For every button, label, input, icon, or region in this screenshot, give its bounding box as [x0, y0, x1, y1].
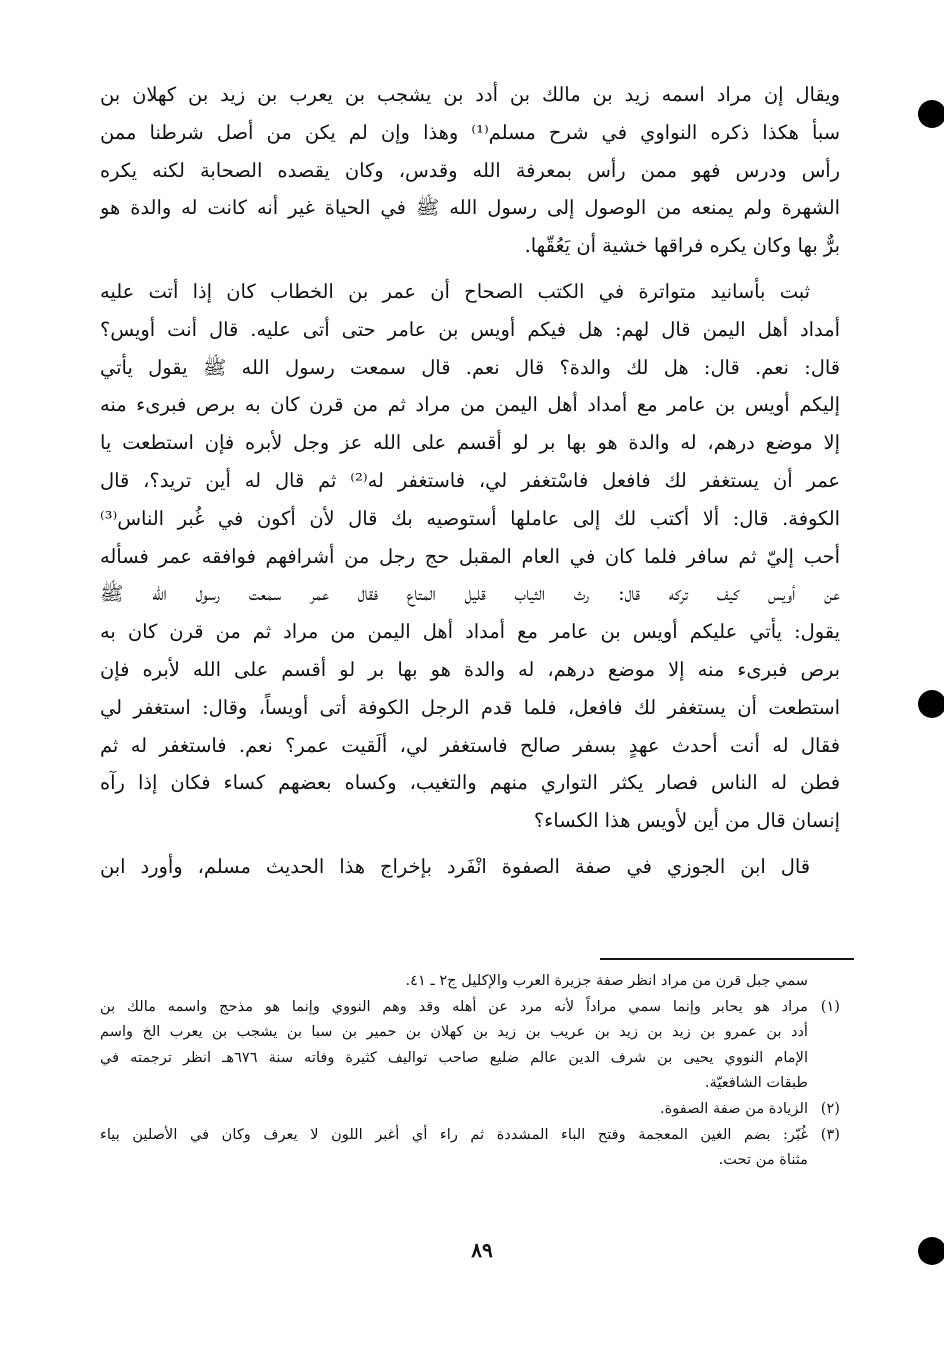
footnote-1 [100, 994, 840, 1096]
text-line: أمداد أهل اليمن قال لهم: هل فيكم أويس بن عامر حتى أتى عليه. قال أنت أويس؟ [100, 317, 840, 341]
text-line: عن أويس كيف تركه قال: رث الثياب قليل المتاع فقال عمر سمعت رسول الله ﷺ [100, 582, 840, 606]
paragraph-1 [100, 76, 840, 265]
page-number: ٨٩ [471, 1238, 493, 1262]
paragraph-2 [100, 273, 840, 840]
text-line: فقال له أنت أحدث عهدٍ بسفر صالح فاستغفر لي، ألَقيت عمر؟ نعم. فاستغفر له ثم [100, 733, 840, 757]
text-line: أحب إليّ ثم سافر فلما كان في العام المقبل حج رجل من أشرافهم فوافقه عمر فسأله [100, 544, 840, 568]
text-line: الكوفة. قال: ألا أكتب لك إلى عاملها أستوصيه بك قال لأن أكون في غُبر الناس⁽³⁾ [100, 506, 840, 530]
text-line: قال ابن الجوزي في صفة الصفوة انْفَرد بإخراج هذا الحديث مسلم، وأورد ابن [100, 854, 810, 878]
footnote-line: مثناة من تحت. [718, 1151, 808, 1169]
footnote-line: سمي جبل قرن من مراد انظر صفة جزيرة العرب والإكليل ج٢ ـ ٤١. [405, 972, 808, 989]
footnote-line: الإمام النووي يحيى بن شرف الدين عالم ضليع صاحب تواليف كثيرة وفاته سنة ٦٧٦هـ انظر ترجمته في [100, 1048, 808, 1066]
footnotes [100, 968, 840, 1173]
text-line: سبأ هكذا ذكره النواوي في شرح مسلم⁽¹⁾ وهذا وإن لم يكن من أصل شرطنا ممن [100, 120, 840, 144]
text-line: عمر أن يستغفر لك فافعل فاسْتغفر لي، فاستغفر له⁽²⁾ ثم قال له أين تريد؟، قال [100, 468, 840, 492]
footnote-number: (١) [820, 997, 840, 1015]
footnote-line: غُبّر: بضم الغين المعجمة وفتح الباء المشددة ثم راء أي أغبر اللون لا يعرف وكان في الأصلين بياء [100, 1125, 808, 1143]
text-line: فطن له الناس فصار يكثر التواري منهم والتغيب، وكساه بعضهم كساء فكان إذا رآه [100, 771, 840, 795]
footnote-line: طبقات الشافعيّة. [704, 1074, 808, 1092]
text-line: الشهرة ولم يمنعه من الوصول إلى رسول الله ﷺ في الحياة غير أنه كانت له والدة هو [100, 196, 840, 220]
text-line: إنسان قال من أين لأويس هذا الكساء؟ [533, 809, 840, 833]
footnote-2 [100, 1096, 840, 1122]
text-line: ويقال إن مراد اسمه زيد بن مالك بن أدد بن يشجب بن يعرب بن زيد بن كهلان بن [100, 83, 840, 106]
text-line: استطعت أن يستغفر لك فافعل، فلما قدم الرجل الكوفة أتى أويساً، وقال: استغفر لي [100, 695, 840, 719]
text-line: إلا موضع درهم، له والدة هو بها بر لو أقسم على الله عز وجل لأبره فإن استطعت يا [100, 431, 840, 455]
footnote-line: أدد بن عمرو بن زيد بن زيد بن عريب بن زيد بن كهلان بن حمير بن سبا بن يشجب بن يعرب الخ واسم [100, 1023, 808, 1041]
binder-hole-middle [918, 690, 944, 718]
binder-hole-bottom [918, 1237, 944, 1265]
paragraph-3 [100, 848, 840, 886]
text-line: قال: نعم. قال: هل لك والدة؟ قال نعم. قال سمعت رسول الله ﷺ يقول يأتي [100, 355, 840, 379]
footnote-continuation [100, 968, 840, 994]
footnote-number: (٣) [820, 1125, 840, 1143]
main-text [100, 76, 840, 886]
text-line: يقول: يأتي عليكم أويس بن عامر مع أمداد أهل اليمن من مراد ثم من قرن كان به [100, 620, 840, 644]
text-line: برٌّ بها وكان يكره فراقها خشية أن يَعُقّها. [524, 234, 840, 258]
footnote-line: الزيادة من صفة الصفوة. [659, 1099, 808, 1117]
text-line: برص فبرىء منه إلا موضع درهم، له والدة هو بها بر لو أقسم على الله لأبره فإن [100, 657, 840, 681]
binder-hole-top [918, 100, 944, 128]
text-line: رأس ودرس فهو ممن رأس بمعرفة الله وقدس، وكان يقصده الصحابة لكنه يكره [100, 158, 840, 182]
text-line: إليكم أويس بن عامر مع أمداد أهل اليمن من مراد ثم من قرن كان به برص فبرىء منه [100, 393, 840, 417]
footnote-separator [600, 958, 854, 960]
text-line: ثبت بأسانيد متواترة في الكتب الصحاح أن عمر بن الخطاب كان إذا أتت عليه [100, 279, 810, 303]
footnote-3 [100, 1122, 840, 1173]
footnote-line: مراد هو يحابر وإنما سمي مراداً لأنه مرد عن أهله وقد وهم النووي وإنما هو مذحج واسمه مالك بن [100, 997, 808, 1015]
footnote-number: (٢) [820, 1099, 840, 1117]
